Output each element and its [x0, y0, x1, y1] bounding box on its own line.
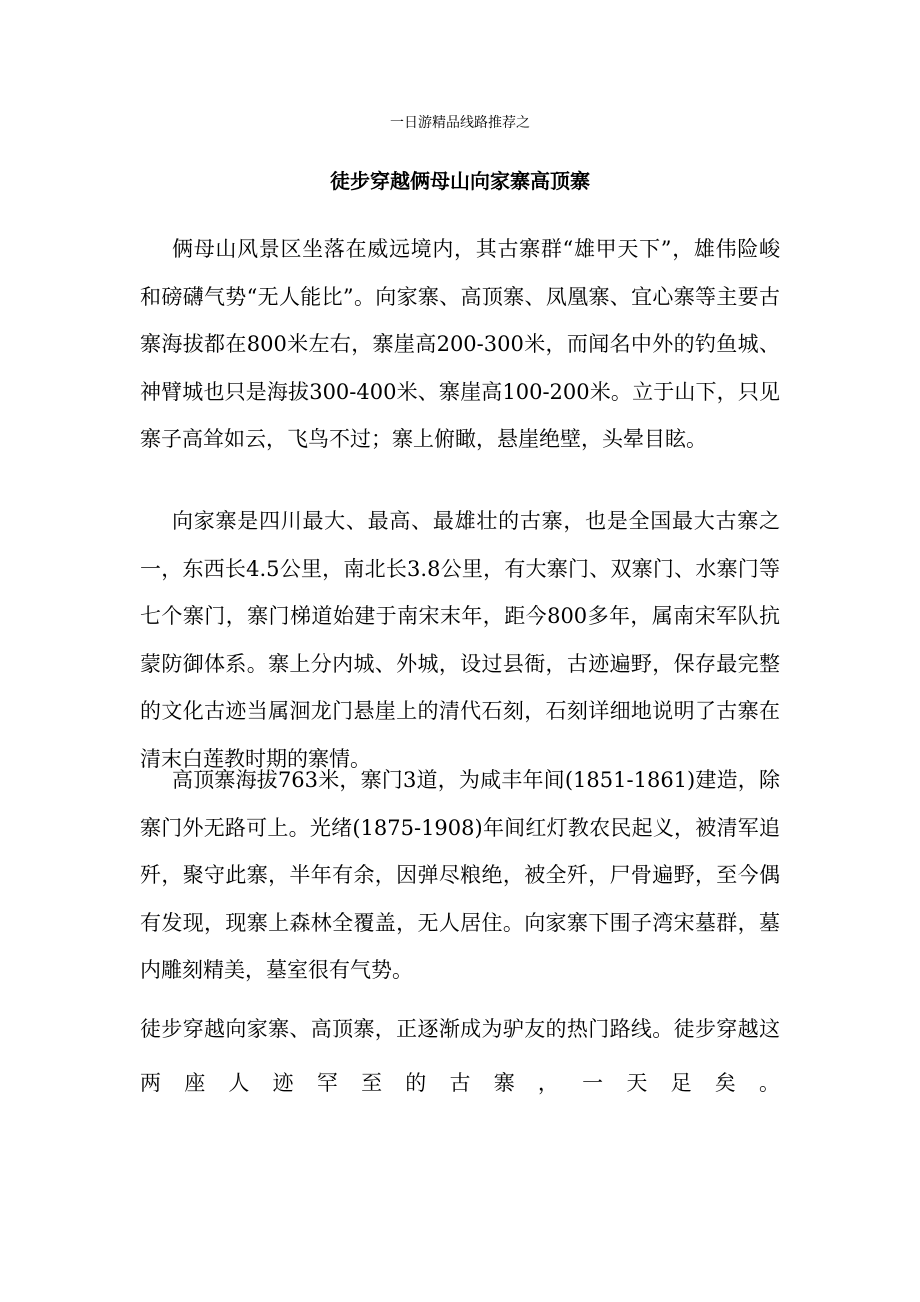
paragraph-xiangjiazhai: 向家寨是四川最大、最高、最雄壮的古寨，也是全国最大古寨之一，东西长4.5公里，南北长3.8公里，有大寨门、双寨门、水寨门等七个寨门，寨门梯道始建于南宋末年，距今800多年，属南宋军队抗蒙防御体系。寨上分内城、外城，设过县衙，古迹遍野，保存最完整的文化古迹当属洄龙门悬崖上的清代石刻，石刻详细地说明了古寨在清末白莲教时期的寨情。: [140, 509, 780, 771]
document-subtitle: 一日游精品线路推荐之: [390, 115, 530, 131]
paragraph-gaodingzhai: 高顶寨海拔763米，寨门3道，为咸丰年间(1851-1861)建造，除寨门外无路可上。光绪(1875-1908)年间红灯教农民起义，被清军追歼，聚守此寨，半年有余，因弹尽粮绝，被全歼，尸骨遍野，至今偶有发现，现寨上森林全覆盖，无人居住。向家寨下围子湾宋墓群，墓内雕刻精美，墓室很有气势。: [140, 768, 780, 982]
document-title: 徒步穿越俩母山向家寨高顶寨: [330, 169, 590, 193]
paragraph-intro: 俩母山风景区坐落在威远境内，其古寨群“雄甲天下”，雄伟险峻和磅礴气势“无人能比”。向家寨、高顶寨、凤凰寨、宜心寨等主要古寨海拔都在800米左右，寨崖高200-300米，而闻名中外的钓鱼城、神臂城也只是海拔300-400米、寨崖高100-200米。立于山下，只见寨子高耸如云，飞鸟不过；寨上俯瞰，悬崖绝壁，头晕目眩。: [140, 237, 780, 451]
paragraph-hiking-route: 徒步穿越向家寨、高顶寨，正逐渐成为驴友的热门路线。徒步穿越这两座人迹罕至的古寨，一天足矣。: [140, 1017, 780, 1095]
